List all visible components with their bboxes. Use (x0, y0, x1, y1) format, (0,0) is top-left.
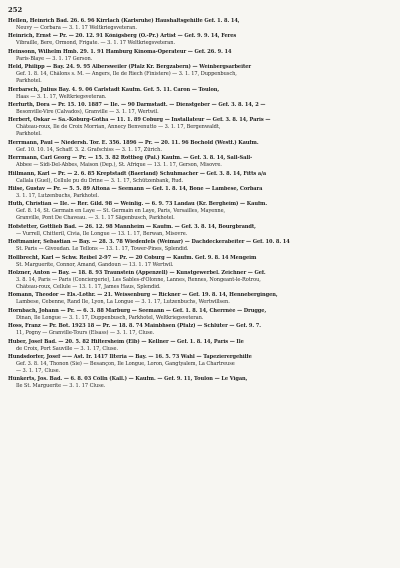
entry-heading-line: Herbarsch, Julius Bay. 4. 9. 06 Carlstadt Kaufm. Gef. 5. 11. Caron — Toulon, (8, 86, 220, 93)
entry-heading-line: Hofstetter, Gottlieb Bad. — 26. 12. 98 Mannheim — Kaufm. — Gef. 3. 8. 14, Bourgbrandt, (8, 223, 256, 230)
entry-heading-line: Hillmann, Karl — Pr. — 2. 6. 85 Kreptstadt (Baerland) Schuhmacher — Gef. 3. 8. 14, Fitts a/a (8, 170, 267, 177)
entry-heading-line: Hundsdorfer, Josef —— Ast. Ir. 1417 Ilteria — Bay. — 16. 5. 73 Wahl — Tapezierergehilfe (8, 354, 252, 360)
entry-continuation-line: Gef. 10. 10. 14, Schaff. 3. 2. Grafschiss — 3. 1. 17, Zürich. (16, 146, 162, 153)
entry-heading-line: Huber, Josef Bad. — 20. 5. 82 Hiltersheim (Elb) — Kellner — Gef. 1. 8. 14, Paris — Ile (8, 338, 244, 345)
entry-heading-line: Hoftmanier, Sebastian — Bay. — 28. 3. 78 Wiedenfels (Weimar) — Dachdeckerabeiter — Gef. 10. 8. 14 (8, 239, 290, 246)
list-item (8, 49, 390, 63)
entry-heading-line: Herrmann, Paul — Niedersh. Tor. E. 356. 1896 — Pr. — 20. 11. 96 Bochold (Westf.) Kaufm. (8, 139, 259, 146)
entry-heading-line: Herrmann, Carl Georg — Pr. — 15. 3. 82 Rottbeg (Pal.) Kaufm. — Gef. 3. 8. 14, Sall-Sall- (8, 155, 253, 162)
list-item (8, 270, 390, 291)
entry-continuation-line: Besonville-Vire (Calvados), Granville — 3. 1. 17, Wertwil. (16, 109, 159, 116)
entry-heading-line: Hellen, Heinrich Bad. 26. 6. 96 Kirrlach (Karlsruhe) Haushaltsgehilfe Gef. 1. 8. 14, (8, 18, 240, 24)
list-item (8, 376, 390, 390)
list-item (8, 292, 390, 306)
list-item (8, 140, 390, 154)
entry-continuation-line: 3. 8. 14, Paris — Paris (Conciergerie), Les Sables-d'Olonne, Lannes, Rennes, Nongeant-le-Rotrou, (16, 277, 261, 284)
entry-heading-line: Hollbrecht, Karl — Schw. Reibel 2-97 — Pr. — 20 Coburg — Kaufm. Gef. 9. 8. 14 Mengeim (8, 254, 257, 261)
entry-continuation-line: Ile St. Marguerite — 3. 1. 17 Cluse. (16, 383, 106, 390)
list-item (8, 33, 390, 47)
list-item (8, 87, 390, 101)
entry-heading-line: Hünkerts, Jos. Bad. — 6. 8. 03 Cölln (Kall.) — Kaufm. — Gef. 9. 11, Toulon — Le Vigan, (8, 376, 248, 383)
entry-heading-line: Herfurth, Dora — Pr. 15. 10. 1887 — Ile. — 90 Darmstadt. — Dienstgeber — Gef. 3. 8. 14, 2 — (8, 102, 266, 108)
entry-heading-line: Heinrich, Ernst — Pr. — 20. 12. 91 Königsberg (O.-Pr.) Artist — Gef. 9. 9. 14, Feres (8, 33, 237, 40)
entry-continuation-line: Callala (Guel), Cellule pu du Drine — 3. 1. 17, Schützenbank, Rud. (16, 177, 184, 184)
entry-continuation-line: Neuvy — Corbara — 3. 1. 17 Weltkriegsveteran. (16, 25, 137, 32)
entry-heading-line: Hilse, Gustav — Pr. — 5. 5. 89 Altona — Seemann — Gef. 1. 8. 14, Bone — Lambese, Corbara (8, 186, 263, 192)
entry-continuation-line: Paris-Blaye — 3. 1. 17 Gerson. (16, 55, 93, 62)
entry-heading-line: Hornbach, Johann — Pr. — 6. 3. 88 Marburg — Seemann — Gef. 1. 8. 14, Cherrnée — Drugge, (8, 307, 267, 314)
list-item (8, 18, 390, 32)
entry-continuation-line: Dinan, Ile Longue — 3. 1. 17, Duppenbusch, Parkhotel, Weltkriegsveteran. (16, 314, 204, 321)
list-item (8, 117, 390, 138)
entry-continuation-line: Lambese, Cebenne, Rand Ile, Lyon, La Longue — 3. 1. 17, Lutzenbuchs, Wertwillsen. (16, 299, 230, 306)
list-item (8, 255, 390, 269)
entry-continuation-line: St. Paris — Givoudan. Le Tellons — 13. 1. 17, Tower-Pines, Splendid. (16, 246, 189, 253)
list-item (8, 102, 390, 116)
entry-heading-line: Holzner, Anton — Bay. — 18. 8. 93 Traunstein (Appenzell) — Kunstgewerbel. Zeichner — Gef. (8, 270, 266, 276)
entry-heading-line: Held, Philipp — Bay. 24. 9. 95 Albersweiler (Pfalz Kr. Bergzabern) — Weinbergsarbeiter (8, 64, 251, 71)
entry-heading-line: Huth, Christian — Ile. — Rer. Gild. 98 — Weinlig. — 6. 9. 73 Landau (Kr. Bergheim) — Kaufm. (8, 201, 268, 208)
list-item (8, 186, 390, 200)
page-number: 252 (8, 6, 23, 14)
entry-continuation-line: Château-roux, Ile de Croix Morrian, Annecy Benvenutto — 3. 1. 17, Bergenwaldt, (16, 124, 221, 131)
list-item (8, 339, 390, 353)
list-item (8, 354, 390, 375)
entry-continuation-line: Gef. 1. 8. 14, Châlons s. M. — Angers, Ile de Riech (Finistere) — 3. 1. 17, Duppenbusch, (16, 71, 237, 78)
list-item (8, 308, 390, 322)
entry-list (8, 18, 390, 392)
list-item (8, 155, 390, 169)
entry-continuation-line: — 3. 1. 17, Cluse. (16, 368, 61, 375)
entry-heading-line: Heinsonn, Wilhelm Hmb. 29. 1. 91 Hamburg Kinoma-Operateur — Gef. 26. 9. 14 (8, 48, 232, 55)
entry-continuation-line: Vibraille, Bere, Ormond, Frigate. — 3. 1. 17 Weltkriegsveteran. (16, 40, 176, 47)
entry-heading-line: Herbert, Oskar — Sa.-Koburg-Gotha — 11. 1. 89 Coburg — Installateur — Gef. 3. 8. 14, Paris — (8, 117, 271, 124)
entry-continuation-line: de Croix, Port Sauville — 3. 1. 17, Cluse. (16, 345, 119, 352)
list-item (8, 323, 390, 337)
entry-continuation-line: Château-roux, Cellule — 13. 1. 17, James Haus, Splendid. (16, 284, 161, 291)
entry-continuation-line: — Vurrell, Chitteril, Civia, Ile Longue — 13. 1. 17, Berwan, Misovre. (16, 230, 188, 237)
list-item (8, 239, 390, 253)
entry-continuation-line: Haas — 3. 1. 17, Weltkriegsveteran. (16, 93, 107, 100)
entry-continuation-line: St. Marguerite, Connor, Amand, Gandoun — 13. 1. 17 Wertwil. (16, 261, 174, 268)
list-item (8, 171, 390, 185)
entry-continuation-line: Gef. 3. 8. 14, Thonon (Sie) — Besançon, Ile Longue, Loron, Gangtyalem, La Chartreuse (16, 361, 235, 368)
entry-continuation-line: 11, Pogny — Granville-Tours (Elsass) — 3. 1. 17, Cluse. (16, 330, 155, 337)
entry-continuation-line: Granville, Pont De Chaveau. — 3. 1. 17 Sägenbusch, Parkhotel. (16, 215, 175, 222)
entry-continuation-line: 3. 1. 17, Lutzenbuchs, Parkhotel. (16, 193, 99, 200)
entry-continuation-line: Abbee — Sidi-Del-Abbes, Maison (Dep.), St. Afrique — 13. 1. 17, Gerson, Misovre. (16, 162, 222, 169)
entry-continuation-line: Parkhotel. (16, 78, 42, 85)
entry-continuation-line: Gef. 8. 14, St. Germain en Laye — St. Germain en Laye, Paris, Versailles, Mayenne, (16, 208, 226, 215)
list-item (8, 201, 390, 222)
list-item (8, 64, 390, 85)
entry-continuation-line: Parkhotel. (16, 131, 42, 138)
entry-heading-line: Homann, Theodor — Els.-Lothr. — 21. Weissenburg — Rickner — Gef. 19. 8. 14, Hennebergingen, (8, 292, 278, 299)
list-item (8, 224, 390, 238)
entry-heading-line: Hoss, Franz — Pr. Bot. 1923 18 — Pr. — 18. 8. 74 Mainbhsen (Pfalz) — Schlüter — Gef. 9. 7. (8, 323, 261, 330)
